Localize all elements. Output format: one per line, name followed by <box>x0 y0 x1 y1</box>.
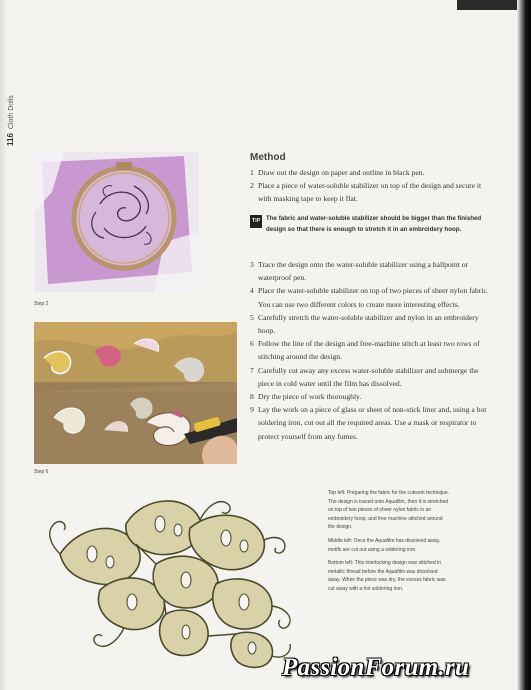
step-text: Trace the design onto the water-soluble stabilizer using a ballpoint or waterproof pen. <box>258 260 469 283</box>
running-head <box>2 76 24 146</box>
scan-edge-strip <box>457 0 517 10</box>
caption-step2: Step 2 <box>34 301 49 307</box>
method-heading: Method <box>250 152 286 163</box>
step-number: 6 <box>250 339 254 349</box>
step-item <box>250 337 492 363</box>
lace-leaf-illustration <box>40 484 302 674</box>
caption-bottom-left: Bottom left: This interlocking design was stitched in metallic thread before the Aquafilm was dissolved away. When the piece was dry, the excess fabric was cut away with a hot soldering iron. <box>328 560 446 592</box>
caption-step6: Step 6 <box>34 469 49 475</box>
photo-step6-soldering <box>34 322 237 464</box>
step-text: Follow the line of the design and free-machine stitch at least two rows of stitching around the design. <box>258 339 480 362</box>
step-item <box>250 166 492 179</box>
steps-list-second <box>250 258 492 443</box>
step-number: 2 <box>250 181 254 191</box>
step-text: Dry the piece of work thoroughly. <box>258 392 362 402</box>
step-number: 4 <box>250 286 254 296</box>
step-item <box>250 179 492 205</box>
step-text: Carefully stretch the water-soluble stabilizer and nylon in an embroidery hoop. <box>258 312 479 336</box>
tip-text: The fabric and water-soluble stabilizer should be bigger than the finished design so that there is enough to stretch it in an embroidery hoop. <box>266 215 482 233</box>
steps-list-first <box>250 166 492 206</box>
step-text: Lay the work on a piece of glass or sheet of non-stick liner and, using a hot soldering iron, cut out all the required areas. Use a mask or respirator to protect yourself from any fumes. <box>258 405 487 441</box>
step-item <box>250 364 492 390</box>
page-edge-dark <box>517 0 531 690</box>
step-number: 7 <box>250 365 254 375</box>
step-text: Draw out the design on paper and outline in black pen. <box>258 168 425 177</box>
step-item <box>250 403 492 443</box>
section-title: Cloth Dolls <box>8 95 15 130</box>
step-item <box>250 258 492 284</box>
step-number: 5 <box>250 312 254 322</box>
photo-lace-leaves <box>40 484 302 674</box>
photo-step2-hoop <box>34 152 199 292</box>
watermark: PassionForum.ru <box>282 654 470 681</box>
step-item <box>250 311 492 337</box>
step-number: 9 <box>250 405 254 415</box>
page-number: 116 <box>6 133 15 146</box>
step-number: 3 <box>250 260 254 269</box>
step-number: 8 <box>250 392 254 402</box>
step-item <box>250 390 492 403</box>
step-text: Carefully cut away any excess water-soluble stabilizer and submerge the piece in cold water until the film has dissolved. <box>258 365 479 388</box>
caption-top-left: Top left: Preparing the fabric for the cutwork technique. The design is traced onto Aquafilm, then it is stretched on top of two pieces of sheer nylon fabric in an embroidery hoop, and free machine stitched around the design. <box>328 490 450 531</box>
tip-box <box>250 214 498 235</box>
step-item <box>250 284 492 310</box>
hoop-illustration <box>34 152 199 292</box>
step-text: Place the water-soluble stabilizer on top of two pieces of sheer nylon fabric. You can use two different colors to create more interesting effects. <box>258 286 489 309</box>
step-number: 1 <box>250 168 254 177</box>
photo-captions <box>328 489 450 599</box>
step-text: Place a piece of water-soluble stabilizer on top of the design and secure it with masking tape to keep it flat. <box>258 181 482 204</box>
caption-middle-left: Middle left: Once the Aquafilm has dissolved away, motifs are cut out using a soldering iron. <box>328 537 441 553</box>
soldering-illustration <box>34 322 237 464</box>
tip-badge: TIP <box>250 215 262 228</box>
